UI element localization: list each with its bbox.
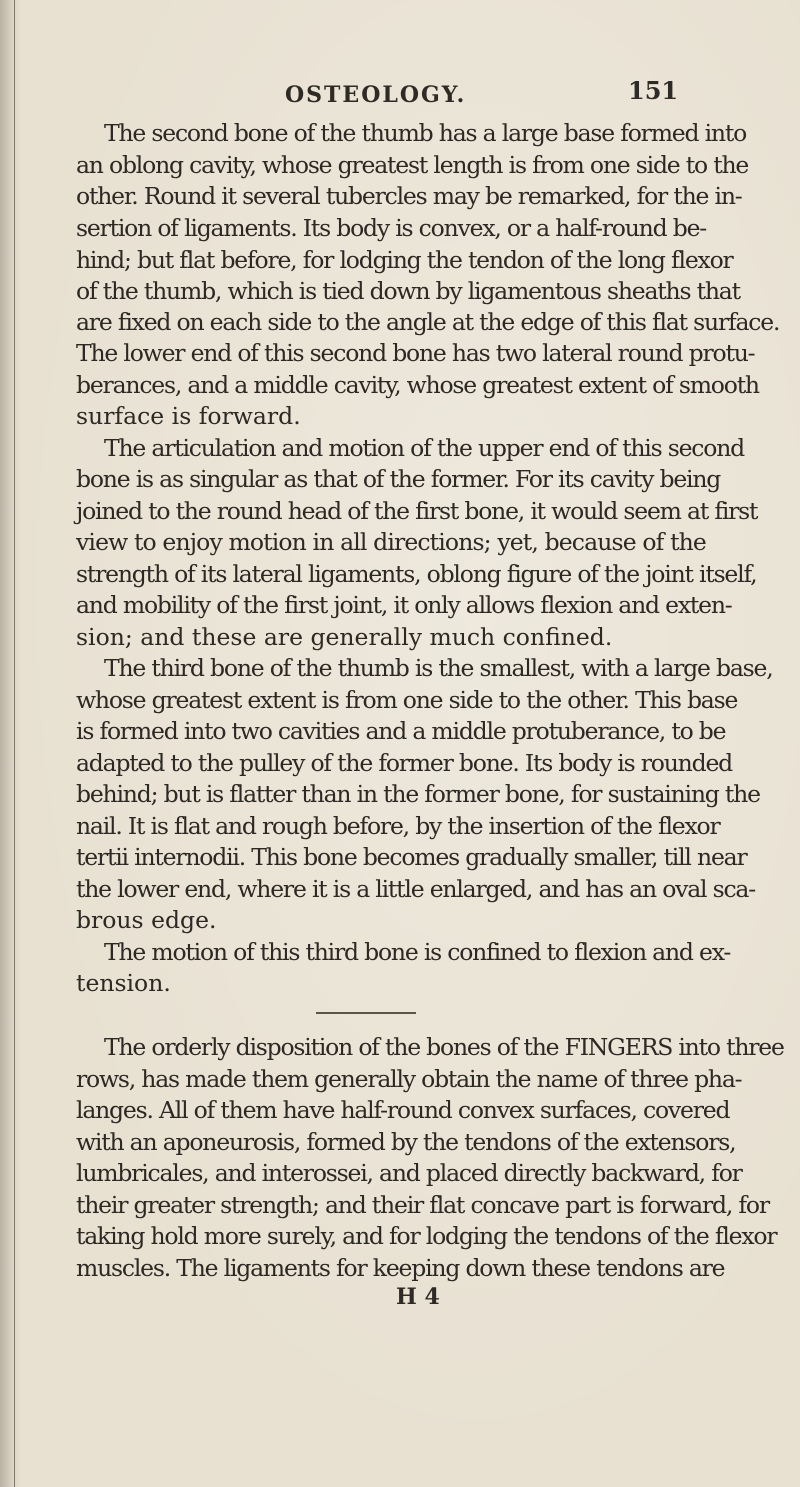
page-gutter [0,0,22,1487]
text-line: muscles. The ligaments for keeping down these tendons are [76,1254,725,1282]
text-line: behind; but is flatter than in the former bone, for sustaining the [76,780,760,808]
text-line: is formed into two cavities and a middle protuberance, to be [76,717,726,745]
text-line: hind; but flat before, for lodging the tendon of the long flexor [76,246,733,274]
text-line: adapted to the pulley of the former bone. Its body is rounded [76,749,733,777]
text-line: joined to the round head of the first bone, it would seem at first [76,497,758,525]
text-line: whose greatest extent is from one side to the other. This base [76,686,738,714]
text-line: view to enjoy motion in all directions; yet, because of the [76,528,706,556]
binding-edge [14,0,15,1487]
text-line: tertii internodii. This bone becomes gradually smaller, till near [76,843,747,871]
printer-signature: H 4 [396,1284,440,1310]
text-line: and mobility of the first joint, it only allows flexion and exten- [76,591,732,619]
section-divider [316,1012,416,1014]
text-line: The articulation and motion of the upper end of this second [104,434,744,462]
text-line: of the thumb, which is tied down by ligamentous sheaths that [76,277,740,305]
text-line: The orderly disposition of the bones of the FINGERS into three [104,1033,784,1061]
text-line: The third bone of the thumb is the smallest, with a large base, [104,654,773,682]
text-line: taking hold more surely, and for lodging the tendons of the flexor [76,1222,777,1250]
text-line: other. Round it several tubercles may be remarked, for the in- [76,182,742,210]
text-line: the lower end, where it is a little enlarged, and has an oval sca- [76,875,755,903]
text-line: are fixed on each side to the angle at the edge of this flat surface. [76,308,780,336]
text-line: brous edge. [76,906,217,934]
text-line: The lower end of this second bone has two lateral round protu- [76,339,755,367]
text-line: rows, has made them generally obtain the name of three pha- [76,1065,742,1093]
text-line: with an aponeurosis, formed by the tendons of the extensors, [76,1128,736,1156]
text-line: bone is as singular as that of the former. For its cavity being [76,465,721,493]
page-number: 151 [628,76,679,105]
text-line: berances, and a middle cavity, whose greatest extent of smooth [76,371,759,399]
text-line: langes. All of them have half-round convex surfaces, covered [76,1096,730,1124]
text-line: sion; and these are generally much confined. [76,623,613,651]
text-line: strength of its lateral ligaments, oblong figure of the joint itself, [76,560,757,588]
text-line: lumbricales, and interossei, and placed directly backward, for [76,1159,742,1187]
text-line: The second bone of the thumb has a large base formed into [104,119,747,147]
running-head: OSTEOLOGY. [285,82,467,108]
text-line: surface is forward. [76,402,301,430]
text-line: an oblong cavity, whose greatest length is from one side to the [76,151,749,179]
text-line: tension. [76,969,171,997]
text-line: their greater strength; and their flat concave part is forward, for [76,1191,769,1219]
text-line: The motion of this third bone is confined to flexion and ex- [104,938,731,966]
text-line: sertion of ligaments. Its body is convex, or a half-round be- [76,214,707,242]
text-line: nail. It is flat and rough before, by the insertion of the flexor [76,812,720,840]
